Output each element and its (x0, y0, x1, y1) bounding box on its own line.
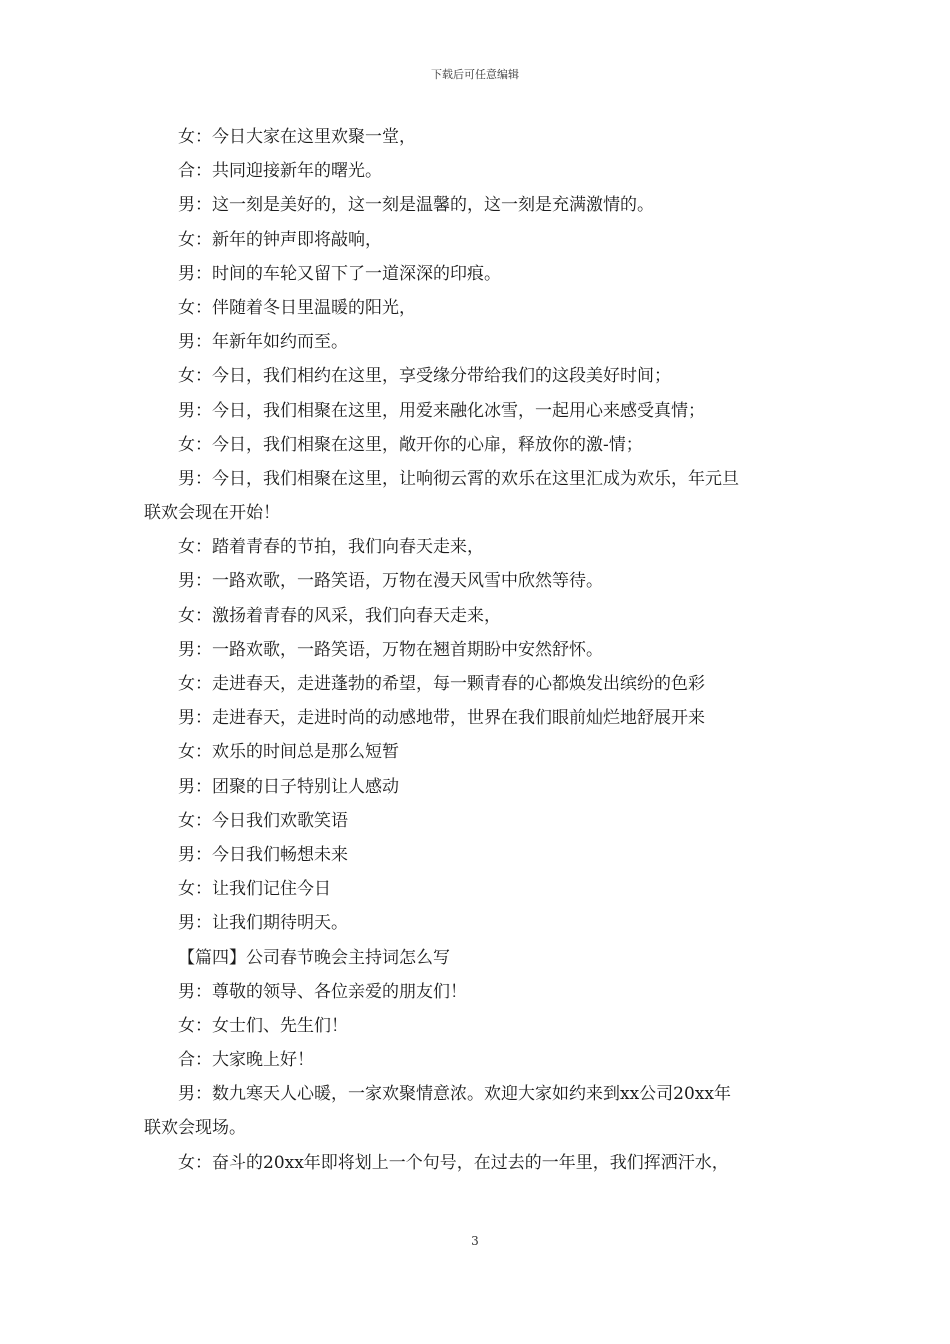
page-header: 下载后可任意编辑 (431, 68, 519, 81)
text-line: 联欢会现场。 (144, 1118, 246, 1139)
text-line: 女：奋斗的20xx年即将划上一个句号，在过去的一年里，我们挥洒汗水， (178, 1152, 729, 1173)
text-line: 女：激扬着青春的风采，我们向春天走来， (178, 605, 501, 626)
text-line: 女：今日，我们相聚在这里，敞开你的心扉，释放你的激-情； (178, 434, 643, 455)
text-line: 女：今日我们欢歌笑语 (178, 810, 348, 831)
text-line: 女：女士们、先生们！ (178, 1015, 348, 1036)
text-line: 女：欢乐的时间总是那么短暂 (178, 742, 399, 763)
text-line: 男：数九寒天人心暖，一家欢聚情意浓。欢迎大家如约来到xx公司20xx年 (178, 1084, 731, 1105)
text-line: 【篇四】公司春节晚会主持词怎么写 (178, 947, 450, 968)
text-line: 女：让我们记住今日 (178, 879, 331, 900)
text-line: 男：今日，我们相聚在这里，让响彻云霄的欢乐在这里汇成为欢乐，年元旦 (178, 468, 739, 489)
text-line: 男：尊敬的领导、各位亲爱的朋友们！ (178, 981, 467, 1002)
page-number: 3 (471, 1234, 479, 1248)
text-line: 女：新年的钟声即将敲响， (178, 229, 382, 250)
text-line: 男：年新年如约而至。 (178, 332, 348, 353)
text-line: 女：走进春天，走进蓬勃的希望，每一颗青春的心都焕发出缤纷的色彩 (178, 674, 705, 694)
text-line: 男：时间的车轮又留下了一道深深的印痕。 (178, 263, 501, 284)
text-line: 女：踏着青春的节拍，我们向春天走来， (178, 537, 484, 558)
text-line: 男：走进春天，走进时尚的动感地带，世界在我们眼前灿烂地舒展开来 (178, 708, 705, 729)
text-line: 女：伴随着冬日里温暖的阳光， (178, 297, 416, 318)
text-line: 女：今日，我们相约在这里，享受缘分带给我们的这段美好时间； (178, 366, 671, 387)
text-line: 男：一路欢歌，一路笑语，万物在漫天风雪中欣然等待。 (178, 571, 603, 592)
text-line: 男：今日，我们相聚在这里，用爱来融化冰雪，一起用心来感受真情； (178, 400, 705, 421)
text-line: 合：大家晚上好！ (178, 1050, 314, 1071)
text-line: 男：这一刻是美好的，这一刻是温馨的，这一刻是充满激情的。 (178, 195, 654, 216)
text-line: 合：共同迎接新年的曙光。 (178, 161, 382, 182)
text-line: 男：团聚的日子特别让人感动 (178, 776, 399, 797)
document-body (144, 120, 812, 1180)
text-line: 男：一路欢歌，一路笑语，万物在翘首期盼中安然舒怀。 (178, 639, 603, 660)
text-line: 男：今日我们畅想未来 (178, 844, 348, 865)
text-line: 女：今日大家在这里欢聚一堂， (178, 127, 416, 147)
text-line: 联欢会现在开始！ (144, 503, 280, 524)
text-line: 男：让我们期待明天。 (178, 913, 348, 934)
